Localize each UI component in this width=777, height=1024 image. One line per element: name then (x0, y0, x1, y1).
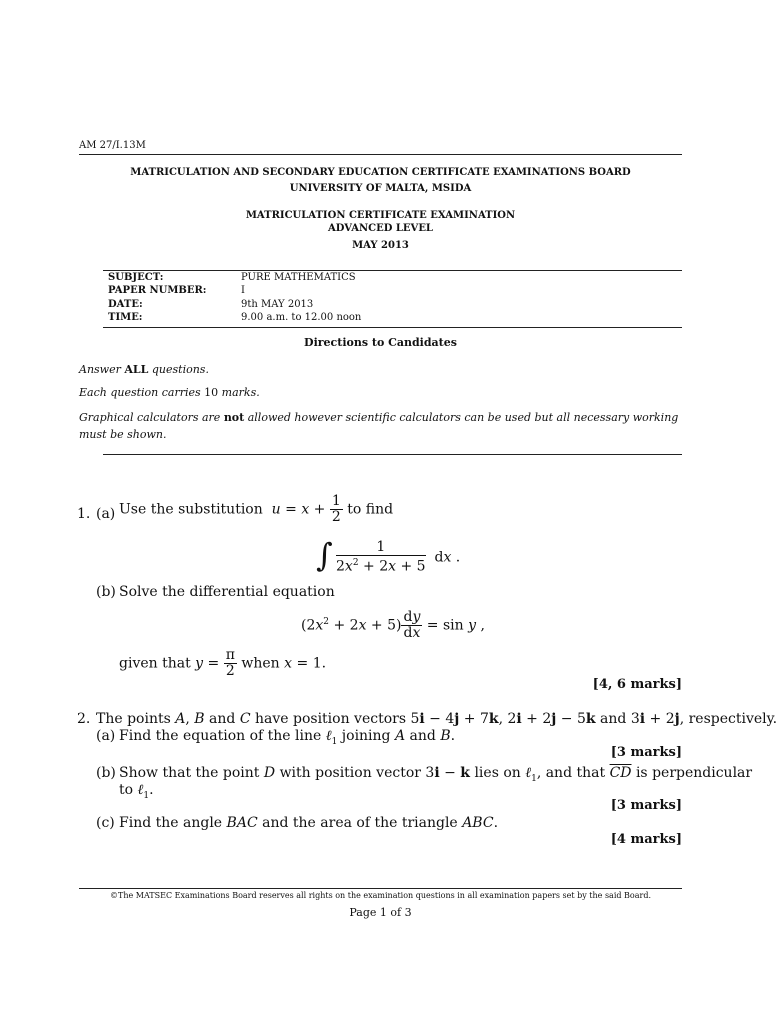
q1b-condition: given that y = $\frac{\pi}{2}$ when x = 1. (119, 647, 327, 679)
board-name: MATRICULATION AND SECONDARY EDUCATION CERTIFICATE EXAMINATIONS BOARD (130, 167, 631, 178)
copyright-notice: ©The MATSEC Examinations Board reserves all rights on the examination questions in all examination papers set by the said Board. (110, 891, 651, 900)
q2a-marks: [3 marks] (610, 745, 682, 760)
subject-label: SUBJECT: (108, 272, 164, 283)
university-name: UNIVERSITY OF MALTA, MSIDA (289, 183, 472, 194)
footer-rule (79, 888, 682, 889)
q1a-half-fraction: $\frac{1}{2}$ (331, 493, 341, 525)
exam-level: ADVANCED LEVEL (328, 223, 433, 234)
q2a-label: (a) (96, 728, 116, 744)
direction-marks: Each question carries 10 marks. (79, 386, 260, 399)
q1b-equation: $(2x^2 + 2x + 5)$ $\frac{dy}{dx}$ = sin y , (301, 609, 485, 641)
date-label: DATE: (108, 299, 143, 310)
q1a-label: (a) (96, 506, 116, 522)
integral-sign: ∫ (316, 536, 333, 574)
time-label: TIME: (108, 312, 143, 323)
subject-value: PURE MATHEMATICS (241, 272, 356, 283)
time-value: 9.00 a.m. to 12.00 noon (241, 312, 362, 323)
meta-top-rule (103, 270, 682, 271)
q1b-text: Solve the differential equation (119, 584, 335, 600)
q1-number: 1. (77, 506, 91, 522)
q1b-label: (b) (96, 584, 116, 600)
header-rule (79, 154, 682, 155)
q2c-label: (c) (96, 815, 115, 831)
q2b-label: (b) (96, 765, 116, 781)
directions-title: Directions to Candidates (304, 336, 457, 349)
paper-number-label: PAPER NUMBER: (108, 285, 207, 296)
q2b-text: Show that the point D with position vector 3i − k lies on ℓ$_1$, and that $\overline{CD}$ is perpendicular (119, 765, 753, 784)
direction-answer-all: Answer ALL questions. (79, 363, 209, 376)
q2c-text: Find the angle BAC and the area of the triangle ABC. (119, 815, 499, 831)
q2a-text: Find the equation of the line ℓ$_1$ joining A and B. (119, 728, 456, 747)
paper-code: AM 27/I.13M (79, 140, 146, 151)
exam-session: MAY 2013 (352, 240, 409, 251)
directions-rule (103, 454, 682, 455)
q2b-marks: [3 marks] (610, 798, 682, 813)
q2-number: 2. (77, 711, 91, 727)
q2-intro: The points A, B and C have position vectors 5i − 4j + 7k, 2i + 2j − 5k and 3i + 2j, respectively. (96, 711, 777, 727)
q1a-text: Use the substitution u = x + $\frac{1}{2}$ to find (119, 493, 394, 525)
date-value: 9th MAY 2013 (241, 299, 314, 310)
paper-number-value: I (241, 285, 245, 296)
q2b-text-line2: to ℓ$_1$. (119, 782, 154, 801)
q2c-marks: [4 marks] (610, 832, 682, 847)
exam-title: MATRICULATION CERTIFICATE EXAMINATION (245, 210, 516, 221)
page-number: Page 1 of 3 (349, 906, 412, 919)
direction-calculators: Graphical calculators are not allowed however scientific calculators can be used but all necessary working must be shown. (79, 411, 679, 441)
q1a-integrand: $\frac{1}{2x^2 + 2x + 5}$ dx . (336, 539, 461, 575)
q1-marks: [4, 6 marks] (592, 677, 682, 692)
meta-bottom-rule (103, 327, 682, 328)
